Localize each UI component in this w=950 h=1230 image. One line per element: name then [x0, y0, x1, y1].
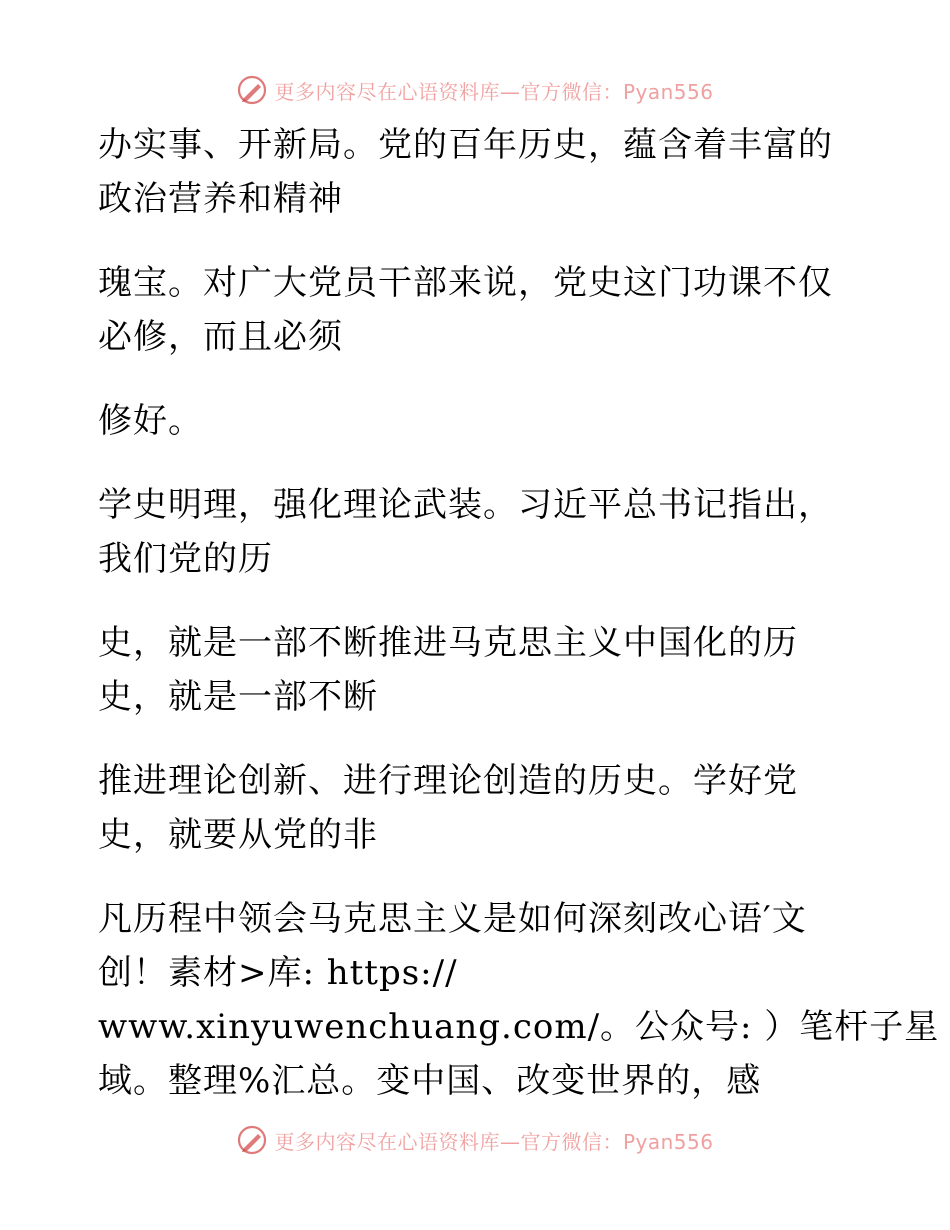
text-line: 学史明理，强化理论武装。习近平总书记指出，	[98, 485, 833, 525]
text-line: 修好。	[98, 401, 203, 441]
text-line: 域。整理%汇总。变中国、改变世界的，感	[98, 1061, 762, 1101]
pen-logo-icon	[236, 1124, 268, 1156]
text-line: 我们党的历	[98, 539, 273, 579]
text-line: 史，就是一部不断	[98, 677, 378, 717]
pen-logo-icon	[236, 74, 268, 106]
text-line: 推进理论创新、进行理论创造的历史。学好党	[98, 761, 798, 801]
paragraph	[98, 394, 858, 448]
text-line: www.xinyuwenchuang.com/。公众号: ）笔杆子星	[98, 1007, 940, 1047]
paragraph	[98, 256, 858, 364]
text-line: 政治营养和精神	[98, 179, 343, 219]
footer-watermark	[0, 1120, 950, 1160]
text-line: 创！素材>库: https://	[98, 953, 458, 993]
text-line: 史，就是一部不断推进马克思主义中国化的历	[98, 623, 798, 663]
text-line: 史，就要从党的非	[98, 815, 378, 855]
document-body	[98, 118, 940, 1108]
text-line: 办实事、开新局。党的百年历史，蕴含着丰富的	[98, 125, 833, 165]
paragraph	[98, 118, 858, 226]
text-line: 凡历程中领会马克思主义是如何深刻改心语′文	[98, 899, 807, 939]
paragraph	[98, 478, 858, 586]
paragraph	[98, 754, 858, 862]
paragraph	[98, 616, 858, 724]
text-line: 瑰宝。对广大党员干部来说，党史这门功课不仅	[98, 263, 833, 303]
watermark-text: 更多内容尽在心语资料库—官方微信：Pyan556	[274, 79, 714, 104]
paragraph	[98, 892, 940, 1108]
header-watermark	[0, 70, 950, 110]
text-line: 必修，而且必须	[98, 317, 343, 357]
watermark-text: 更多内容尽在心语资料库—官方微信：Pyan556	[274, 1129, 714, 1154]
